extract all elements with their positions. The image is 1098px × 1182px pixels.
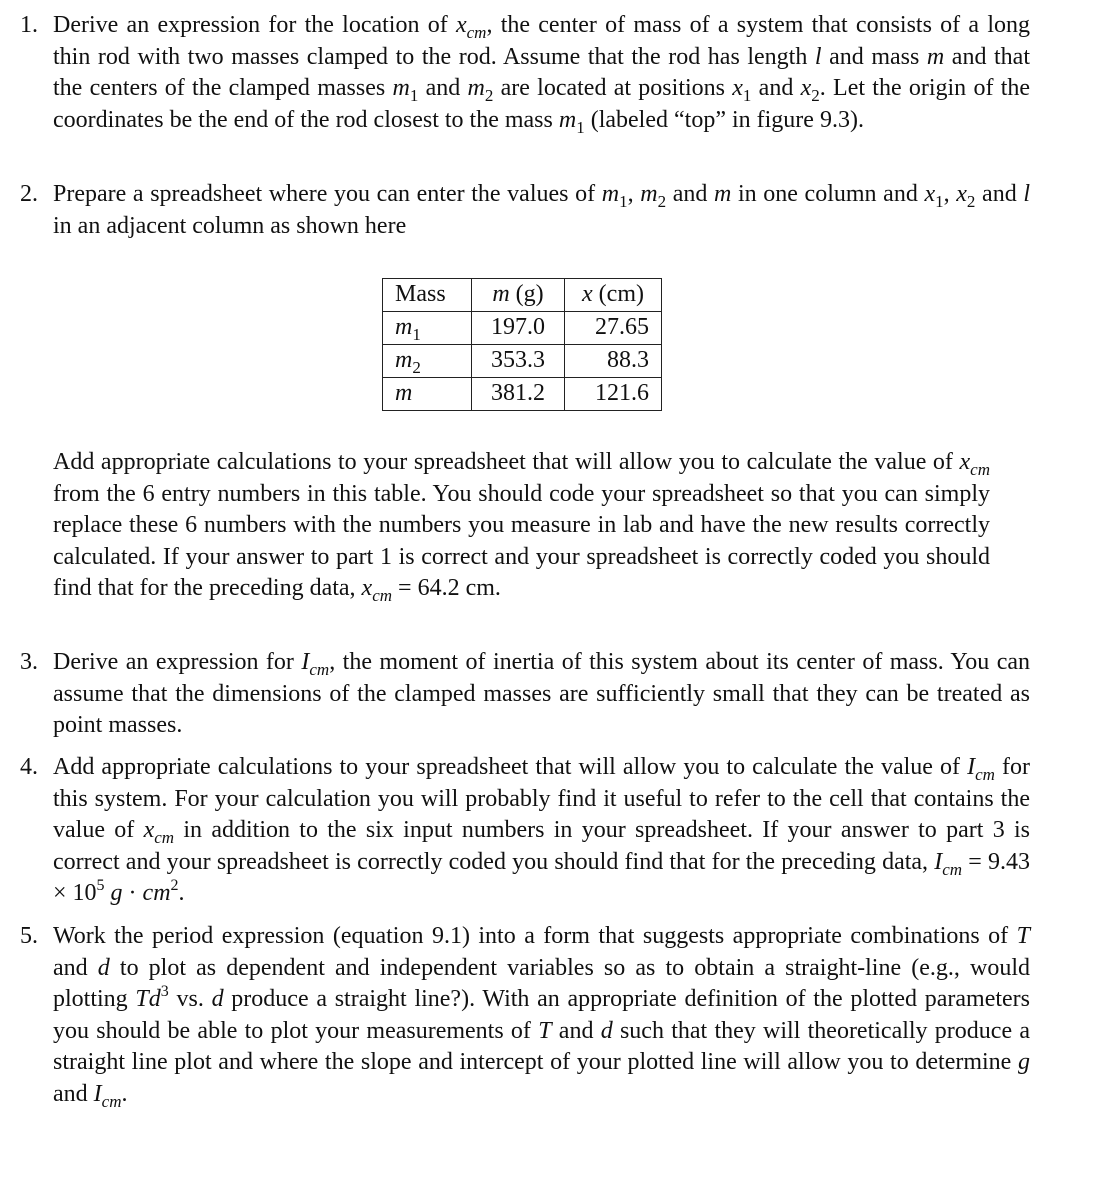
item-text: Derive an expression for $I_{cm}$, the moment of inertia of this system about its center of mass. You can assume that the dimensions of the clamped masses are sufficiently small that they can be treated as point masses. — [53, 649, 1031, 738]
table-header-row — [383, 279, 662, 312]
mass-position-table — [382, 278, 662, 411]
item-text: Add appropriate calculations to your spreadsheet that will allow you to calculate the value of $I_{cm}$ for this system. For your calculation you will probably find it useful to refer to the cell that contains the value of $x_{cm}$ in addition to the six input numbers in your spreadsheet. If your answer to part 3 is correct and your spreadsheet is correctly coded you should find that for the preceding data, $I_{cm} = 9.43 \times 10^5$ $g \cdot cm^2$. — [53, 754, 1031, 906]
header-mass-g: m (g) — [472, 279, 565, 312]
table-row — [383, 312, 662, 345]
list-item-4 — [20, 752, 1030, 910]
mass-value: 353.3 — [472, 345, 565, 378]
row-label: $m_2$ — [383, 345, 472, 378]
item-text: Work the period expression (equation 9.1) into a form that suggests appropriate combinations of T and d to plot as dependent and independent variables so as to obtain a straight-line (e.g., would plotting Td$^3$ vs. d produce a straight line?). With an appropriate definition of the plotted parameters you should be able to plot your measurements of T and d such that they will theoretically produce a straight line plot and where the slope and intercept of your plotted line will allow you to determine g and $I_{cm}$. — [53, 923, 1031, 1111]
item-text: Derive an expression for the location of $x_{cm}$, the center of mass of a system that consists of a long thin rod with two masses clamped to the rod. Assume that the rod has length l and mass m and that the centers of the clamped masses $m_1$ and $m_2$ are located at positions $x_1$ and $x_2$. Let the origin of the coordinates be the end of the rod closest to the mass $m_1$ (labeled “top” in figure 9.3). — [53, 12, 1031, 137]
item-number: 4. — [20, 754, 38, 780]
item-2-continuation: Add appropriate calculations to your spreadsheet that will allow you to calculate the value of $x_{cm}$ from the 6 entry numbers in this table. You should code your spreadsheet so that you can simply replace these 6 numbers with the numbers you measure in lab and have the new results correctly calculated. If your answer to part 1 is correct and your spreadsheet is correctly coded you should find that for the preceding data, $x_{cm} = 64.2$ cm. — [53, 449, 990, 605]
table-row — [383, 345, 662, 378]
list-item-1 — [20, 10, 1030, 136]
header-mass: Mass — [383, 279, 472, 312]
item-number: 5. — [20, 923, 38, 949]
item-number: 3. — [20, 649, 38, 675]
item-number: 1. — [20, 12, 38, 38]
list-item-3 — [20, 647, 1030, 742]
item-number: 2. — [20, 181, 38, 207]
row-label: m — [383, 378, 472, 411]
mass-value: 381.2 — [472, 378, 565, 411]
position-value: 88.3 — [565, 345, 662, 378]
position-value: 121.6 — [565, 378, 662, 411]
header-x-cm: x (cm) — [565, 279, 662, 312]
row-label: $m_1$ — [383, 312, 472, 345]
mass-value: 197.0 — [472, 312, 565, 345]
list-item-5 — [20, 921, 1030, 1110]
item-text: Prepare a spreadsheet where you can enter the values of $m_1$, $m_2$ and m in one column and $x_1$, $x_2$ and l in an adjacent column as shown here — [53, 181, 1031, 239]
list-item-2 — [20, 179, 1030, 242]
table-row — [383, 378, 662, 411]
position-value: 27.65 — [565, 312, 662, 345]
